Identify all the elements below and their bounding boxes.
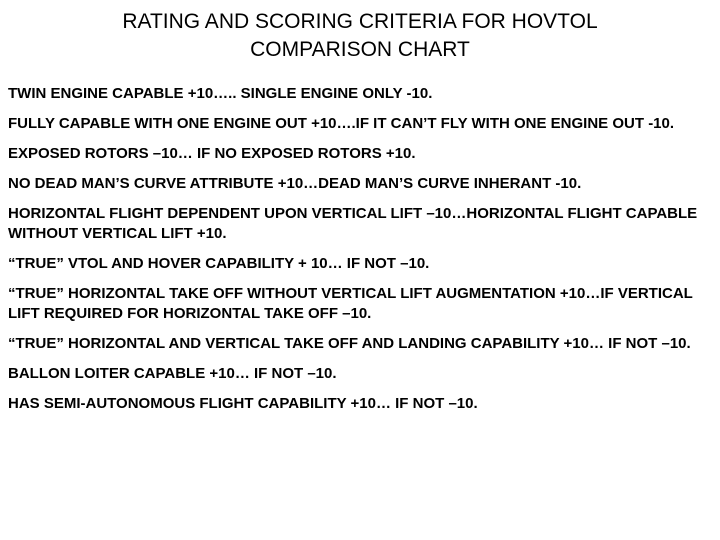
criterion-twin-engine: TWIN ENGINE CAPABLE +10….. SINGLE ENGINE ONLY -10. xyxy=(8,85,433,102)
criterion-dead-mans-curve: NO DEAD MAN’S CURVE ATTRIBUTE +10…DEAD MAN’S CURVE INHERANT -10. xyxy=(8,175,582,192)
criterion-balloon-loiter: BALLON LOITER CAPABLE +10… IF NOT –10. xyxy=(8,365,337,382)
criterion-takeoff-landing: “TRUE” HORIZONTAL AND VERTICAL TAKE OFF AND LANDING CAPABILITY +10… IF NOT –10. xyxy=(8,335,691,352)
title-line-2: COMPARISON CHART xyxy=(250,38,470,61)
criterion-exposed-rotors: EXPOSED ROTORS –10… IF NO EXPOSED ROTORS +10. xyxy=(8,145,416,162)
page-title xyxy=(0,8,720,64)
criterion-engine-out: FULLY CAPABLE WITH ONE ENGINE OUT +10….IF IT CAN’T FLY WITH ONE ENGINE OUT -10. xyxy=(8,115,675,132)
criterion-horizontal-flight: HORIZONTAL FLIGHT DEPENDENT UPON VERTICAL LIFT –10…HORIZONTAL FLIGHT CAPABLE WITHOUT VERTICAL LIFT +10. xyxy=(8,205,698,242)
title-line-1: RATING AND SCORING CRITERIA FOR HOVTOL xyxy=(122,10,598,33)
criterion-semi-autonomous: HAS SEMI-AUTONOMOUS FLIGHT CAPABILITY +10… IF NOT –10. xyxy=(8,395,478,412)
criteria-list xyxy=(8,84,714,424)
criterion-vtol-hover: “TRUE” VTOL AND HOVER CAPABILITY + 10… IF NOT –10. xyxy=(8,255,430,272)
criterion-horizontal-takeoff: “TRUE” HORIZONTAL TAKE OFF WITHOUT VERTICAL LIFT AUGMENTATION +10…IF VERTICAL LIFT REQUIRED FOR HORIZONTAL TAKE OFF –10. xyxy=(8,285,693,322)
